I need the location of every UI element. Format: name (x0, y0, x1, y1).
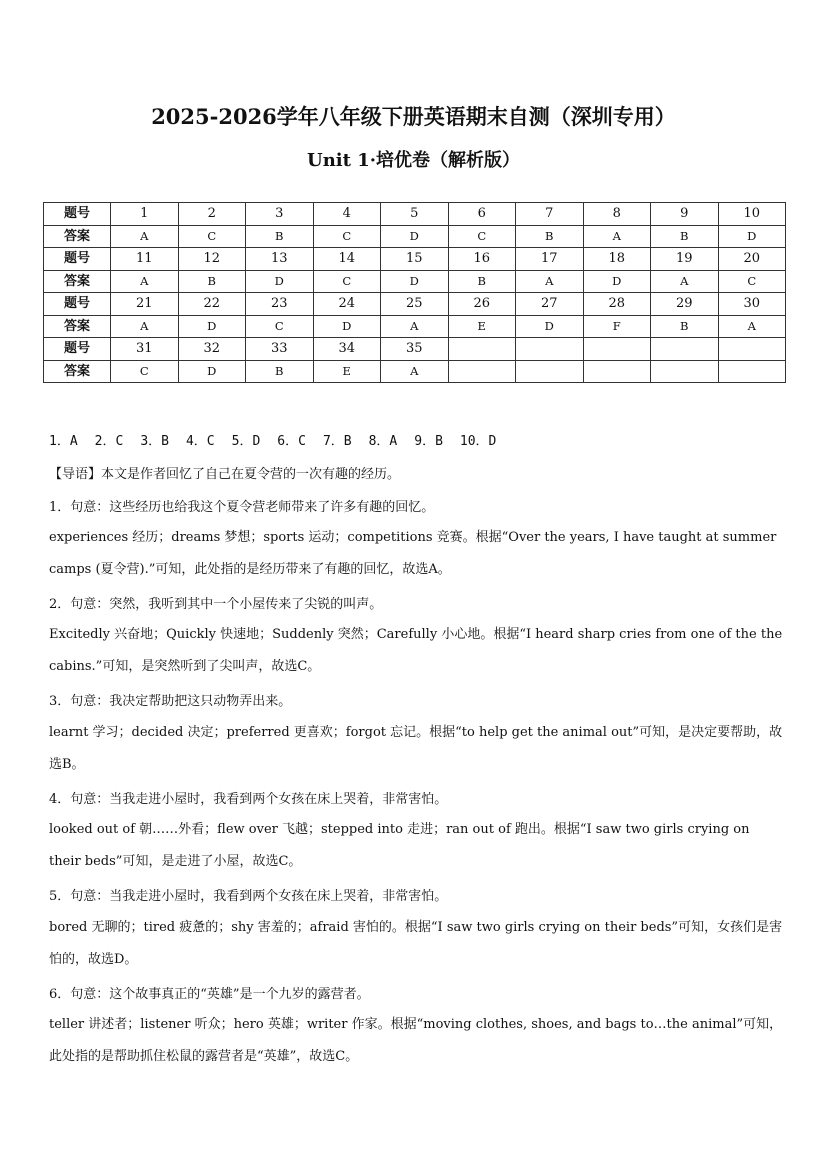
answer-cell: C (718, 270, 786, 293)
answer-cell: B (651, 225, 719, 248)
question-cell: 14 (313, 248, 381, 271)
item-4-sentence: 4．句意：当我走进小屋时，我看到两个女孩在床上哭着，非常害怕。 (49, 792, 448, 807)
item-2-sentence: 2．句意：突然，我听到其中一个小屋传来了尖锐的叫声。 (49, 597, 383, 612)
question-cell: 6 (448, 203, 516, 226)
question-cell: 22 (178, 293, 246, 316)
quick-answer: 9．B (414, 434, 443, 449)
question-row (44, 293, 786, 316)
item-5-sentence: 5．句意：当我走进小屋时，我看到两个女孩在床上哭着，非常害怕。 (49, 889, 448, 904)
question-cell: 9 (651, 203, 719, 226)
question-cell: 8 (583, 203, 651, 226)
quick-answer-line (49, 430, 513, 449)
item-3-explanation: learnt 学习；decided 决定；preferred 更喜欢；forgot 忘记。根据“to help get the animal out”可知，是决定要帮助，故选B。 (49, 725, 783, 772)
answer-row-header: 答案 (44, 270, 111, 293)
document-title: 2025-2026学年八年级下册英语期末自测（深圳专用） (151, 104, 676, 129)
answer-cell: A (111, 270, 179, 293)
question-cell: 25 (381, 293, 449, 316)
answer-cell: D (583, 270, 651, 293)
question-cell: 7 (516, 203, 584, 226)
question-cell: 21 (111, 293, 179, 316)
answer-row (44, 360, 786, 383)
question-row-header: 题号 (44, 203, 111, 226)
item-3-sentence: 3．句意：我决定帮助把这只动物弄出来。 (49, 694, 292, 709)
question-row-header: 题号 (44, 248, 111, 271)
answer-cell: A (111, 315, 179, 338)
item-6-sentence: 6．句意：这个故事真正的“英雄”是一个九岁的露营者。 (49, 987, 370, 1002)
question-row-header: 题号 (44, 293, 111, 316)
question-cell: 32 (178, 338, 246, 361)
quick-answer: 5．D (231, 434, 261, 449)
question-cell: 31 (111, 338, 179, 361)
question-cell: 33 (246, 338, 314, 361)
answer-cell: C (178, 225, 246, 248)
answer-cell: D (246, 270, 314, 293)
answer-row (44, 270, 786, 293)
question-cell: 10 (718, 203, 786, 226)
question-cell: 1 (111, 203, 179, 226)
answer-cell: D (381, 225, 449, 248)
answer-cell: C (111, 360, 179, 383)
question-cell (718, 338, 786, 361)
question-cell: 18 (583, 248, 651, 271)
question-row (44, 338, 786, 361)
answer-cell: A (381, 360, 449, 383)
answer-row-header: 答案 (44, 315, 111, 338)
answer-row-header: 答案 (44, 360, 111, 383)
answer-cell: F (583, 315, 651, 338)
question-cell: 35 (381, 338, 449, 361)
answer-row (44, 315, 786, 338)
answer-cell (448, 360, 516, 383)
quick-answer: 4．C (185, 434, 215, 449)
item-4-explanation: looked out of 朝……外看；flew over 飞越；stepped into 走进；ran out of 跑出。根据“I saw two girls crying on their beds”可知，是走进了小屋，故选C。 (49, 822, 750, 869)
answer-cell: B (178, 270, 246, 293)
answer-cell: E (313, 360, 381, 383)
question-cell: 11 (111, 248, 179, 271)
question-cell: 4 (313, 203, 381, 226)
answer-cell: B (516, 225, 584, 248)
item-1-explanation: experiences 经历；dreams 梦想；sports 运动；competitions 竞赛。根据“Over the years, I have taught at summer camps (夏令营).”可知，此处指的是经历带来了有趣的回忆，故选A。 (49, 530, 777, 577)
document-subtitle: Unit 1·培优卷（解析版） (307, 150, 520, 171)
question-cell (583, 338, 651, 361)
answer-cell: A (381, 315, 449, 338)
answer-cell: B (246, 360, 314, 383)
question-cell: 26 (448, 293, 516, 316)
question-cell: 28 (583, 293, 651, 316)
item-2-explanation: Excitedly 兴奋地；Quickly 快速地；Suddenly 突然；Carefully 小心地。根据“I heard sharp cries from one of the the cabins.”可知，是突然听到了尖叫声，故选C。 (49, 627, 783, 674)
question-row (44, 248, 786, 271)
answer-row-header: 答案 (44, 225, 111, 248)
answer-cell (516, 360, 584, 383)
intro-text: 【导语】本文是作者回忆了自己在夏令营的一次有趣的经历。 (49, 467, 401, 482)
answer-cell: C (448, 225, 516, 248)
answer-cell: A (583, 225, 651, 248)
question-cell: 16 (448, 248, 516, 271)
answer-cell: A (516, 270, 584, 293)
answer-cell: D (718, 225, 786, 248)
question-cell: 12 (178, 248, 246, 271)
answer-cell: E (448, 315, 516, 338)
item-1-sentence: 1．句意：这些经历也给我这个夏令营老师带来了许多有趣的回忆。 (49, 500, 435, 515)
answer-cell (583, 360, 651, 383)
question-cell: 17 (516, 248, 584, 271)
quick-answer: 6．C (277, 434, 306, 449)
answer-cell: B (246, 225, 314, 248)
answer-cell: A (111, 225, 179, 248)
answer-cell: C (313, 225, 381, 248)
item-6-explanation: teller 讲述者；listener 听众；hero 英雄；writer 作家。根据“moving clothes, shoes, and bags to…the animal”可知，此处指的是帮助抓住松鼠的露营者是“英雄”，故选C。 (49, 1017, 783, 1064)
answer-cell (718, 360, 786, 383)
question-cell: 30 (718, 293, 786, 316)
answer-table (43, 202, 786, 383)
question-cell: 13 (246, 248, 314, 271)
answer-row (44, 225, 786, 248)
question-cell: 34 (313, 338, 381, 361)
quick-answer: 1．A (49, 434, 78, 449)
question-cell: 5 (381, 203, 449, 226)
question-cell: 24 (313, 293, 381, 316)
answer-cell: A (718, 315, 786, 338)
answer-cell: D (313, 315, 381, 338)
answer-cell (651, 360, 719, 383)
answer-cell: D (516, 315, 584, 338)
question-cell: 20 (718, 248, 786, 271)
answer-cell: B (651, 315, 719, 338)
question-cell (448, 338, 516, 361)
answer-cell: C (246, 315, 314, 338)
answer-cell: D (178, 315, 246, 338)
question-cell: 15 (381, 248, 449, 271)
quick-answer: 10．D (459, 434, 497, 449)
quick-answer: 8．A (368, 434, 398, 449)
quick-answer: 3．B (140, 434, 169, 449)
question-cell: 3 (246, 203, 314, 226)
answer-cell: D (178, 360, 246, 383)
question-cell: 23 (246, 293, 314, 316)
answer-cell: B (448, 270, 516, 293)
question-cell: 19 (651, 248, 719, 271)
question-row-header: 题号 (44, 338, 111, 361)
answer-cell: C (313, 270, 381, 293)
answer-cell: A (651, 270, 719, 293)
question-cell: 27 (516, 293, 584, 316)
question-cell: 29 (651, 293, 719, 316)
question-row (44, 203, 786, 226)
question-cell (516, 338, 584, 361)
quick-answer: 7．B (322, 434, 352, 449)
item-5-explanation: bored 无聊的；tired 疲惫的；shy 害羞的；afraid 害怕的。根据“I saw two girls crying on their beds”可知，女孩们是害怕的，故选D。 (49, 920, 783, 967)
quick-answer: 2．C (94, 434, 124, 449)
question-cell (651, 338, 719, 361)
question-cell: 2 (178, 203, 246, 226)
answer-cell: D (381, 270, 449, 293)
